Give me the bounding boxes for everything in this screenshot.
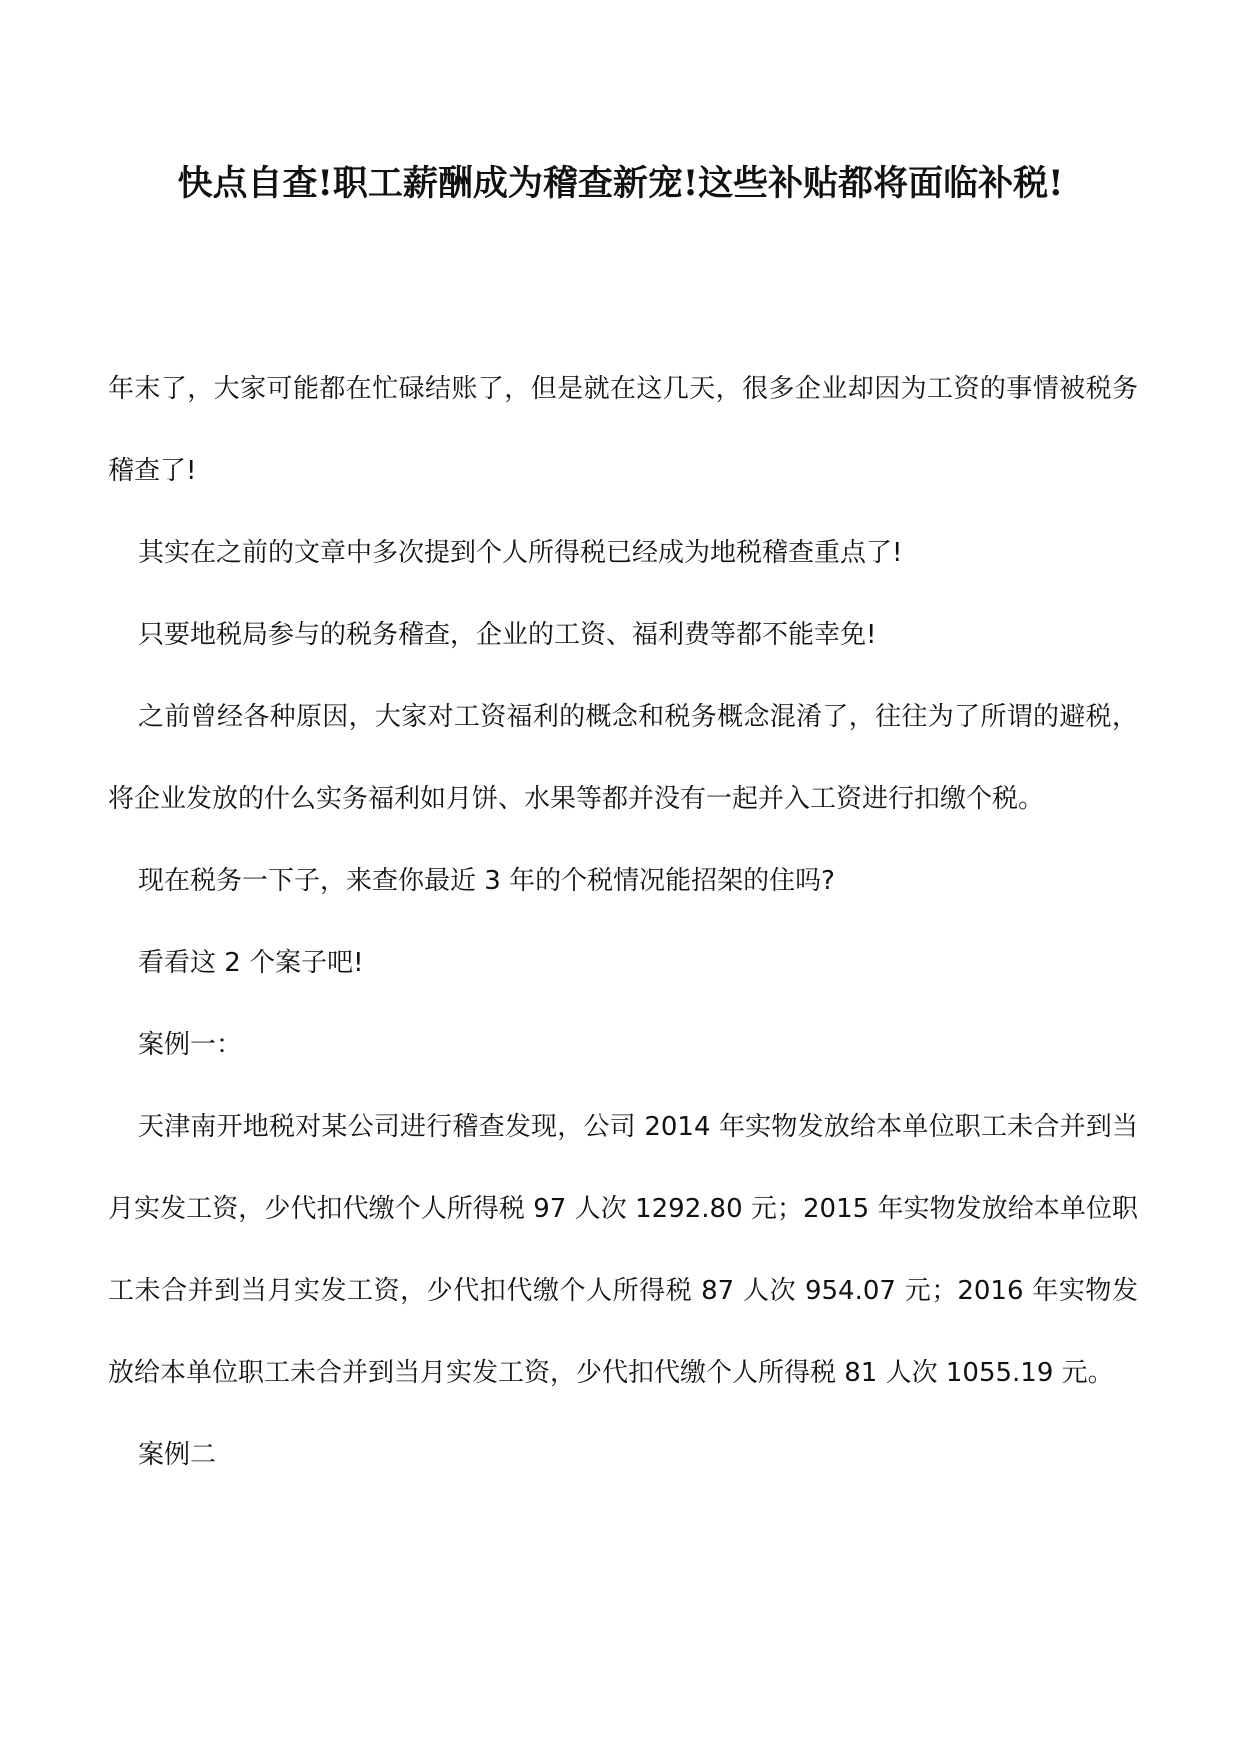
case-two-heading: 案例二 [138, 1440, 217, 1470]
paragraph-focus: 其实在之前的文章中多次提到个人所得税已经成为地税稽查重点了! [138, 538, 903, 568]
paragraph-scope: 只要地税局参与的税务稽查，企业的工资、福利费等都不能幸免! [138, 620, 877, 650]
paragraph-background: 之前曾经各种原因，大家对工资福利的概念和税务概念混淆了，往往为了所谓的避税，将企业发放的什么实务福利如月饼、水果等都并没有一起并入工资进行扣缴个税。 [108, 702, 1138, 814]
paragraph-intro: 年末了，大家可能都在忙碌结账了，但是就在这几天，很多企业却因为工资的事情被税务稽查了! [108, 374, 1138, 486]
paragraph-question: 现在税务一下子，来查你最近 3 年的个税情况能招架的住吗? [138, 866, 835, 896]
document-body [108, 348, 1138, 1496]
case-one-text: 天津南开地税对某公司进行稽查发现，公司 2014 年实物发放给本单位职工未合并到当月实发工资，少代扣代缴个人所得税 97 人次 1292.80 元；2015 年实物发放给本单位职工未合并到当月实发工资，少代扣代缴个人所得税 87 人次 954.07 元；2016 年实物发放给本单位职工未合并到当月实发工资，少代扣代缴个人所得税 81 人次 1055.19 元。 [108, 1112, 1138, 1388]
document-title: 快点自查!职工薪酬成为稽查新宠!这些补贴都将面临补税! [177, 163, 1064, 204]
paragraph-cases-intro: 看看这 2 个案子吧! [138, 948, 364, 978]
case-one-heading: 案例一： [138, 1030, 243, 1060]
